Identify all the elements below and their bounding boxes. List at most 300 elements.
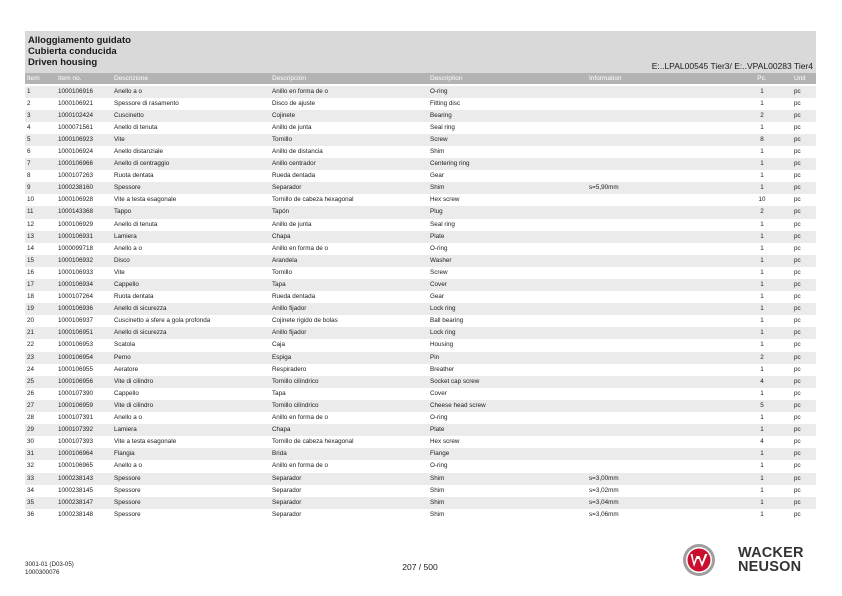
cell-unit: pc	[794, 462, 801, 470]
cell-descrizione: Anello a o	[114, 414, 143, 422]
parts-table-body	[25, 86, 816, 521]
cell-descripcion: Separador	[272, 510, 302, 518]
cell-pc: 2	[760, 353, 764, 361]
cell-pc: 1	[760, 87, 764, 95]
cell-item: 4	[27, 123, 31, 131]
model-range: E:..LPAL00545 Tier3/ E:..VPAL00283 Tier4	[651, 61, 813, 71]
cell-item: 30	[27, 438, 35, 446]
table-row	[25, 509, 816, 521]
cell-pc: 1	[760, 160, 764, 168]
cell-item: 13	[27, 232, 35, 240]
cell-unit: pc	[794, 401, 801, 409]
table-row	[25, 86, 816, 98]
cell-item: 7	[27, 160, 31, 168]
cell-item-no: 1000106955	[58, 365, 94, 373]
table-row	[25, 436, 816, 448]
table-header	[25, 73, 816, 84]
cell-description: Screw	[430, 135, 448, 143]
cell-description: Lock ring	[430, 329, 456, 337]
cell-descrizione: Cappello	[114, 281, 139, 288]
cell-descripcion: Tapa	[272, 389, 286, 397]
table-row	[25, 352, 816, 364]
cell-descrizione: Anello di tenuta	[114, 220, 158, 228]
cell-pc: 1	[760, 426, 764, 434]
cell-item-no: 1000106953	[58, 341, 94, 349]
cell-item-no: 1000102424	[58, 111, 94, 119]
cell-description: Screw	[430, 268, 448, 276]
cell-description: Plug	[430, 208, 443, 216]
cell-item: 11	[27, 208, 34, 216]
cell-descrizione: Anello distanziale	[114, 147, 164, 155]
cell-descripcion: Tornillo de cabeza hexagonal	[272, 196, 354, 204]
cell-description: O-ring	[430, 462, 448, 470]
cell-descripcion: Separador	[272, 498, 302, 506]
cell-item-no: 1000106923	[58, 135, 94, 143]
col-descrizione: Descrizione	[114, 75, 148, 82]
cell-unit: pc	[794, 426, 801, 434]
table-row	[25, 424, 816, 436]
cell-description: Ball bearing	[430, 317, 464, 325]
cell-item-no: 1000238147	[58, 498, 94, 506]
cell-description: Shim	[430, 486, 445, 494]
cell-descripcion: Separador	[272, 184, 302, 192]
cell-description: Plate	[430, 426, 445, 434]
table-row	[25, 327, 816, 339]
cell-pc: 1	[760, 389, 764, 397]
cell-item: 19	[27, 305, 35, 313]
table-row	[25, 448, 816, 460]
cell-unit: pc	[794, 341, 801, 349]
cell-unit: pc	[794, 160, 801, 168]
cell-descripcion: Anillo en forma de o	[272, 462, 329, 470]
cell-unit: pc	[794, 377, 801, 385]
brand-wordmark	[738, 546, 804, 574]
cell-descrizione: Tappo	[114, 208, 132, 216]
cell-description: Flange	[430, 450, 450, 458]
cell-unit: pc	[794, 184, 801, 192]
table-row	[25, 376, 816, 388]
cell-descrizione: Flangia	[114, 450, 135, 458]
cell-descripcion: Chapa	[272, 232, 291, 240]
table-row	[25, 412, 816, 424]
cell-item: 17	[27, 281, 35, 288]
doc-code: 3001-01 (D03-05)	[25, 561, 74, 568]
cell-description: Cheese head screw	[430, 401, 486, 409]
cell-description: Shim	[430, 498, 445, 506]
col-item-no: Item no.	[58, 75, 82, 82]
table-row	[25, 485, 816, 497]
cell-item-no: 1000106916	[58, 87, 94, 95]
cell-item-no: 1000106924	[58, 147, 94, 155]
cell-pc: 1	[760, 474, 764, 482]
brand-line-1: WACKER	[738, 545, 804, 561]
cell-item: 29	[27, 426, 35, 434]
cell-pc: 4	[760, 438, 764, 446]
cell-information: s=3,00mm	[589, 474, 619, 482]
cell-pc: 1	[760, 305, 764, 313]
cell-item-no: 1000143368	[58, 208, 94, 216]
col-information: Information	[589, 75, 622, 82]
table-row	[25, 303, 816, 315]
cell-descripcion: Cojinete rigido de bolas	[272, 317, 338, 325]
cell-item-no: 1000106929	[58, 220, 94, 228]
cell-description: Pin	[430, 353, 440, 361]
cell-item: 14	[27, 244, 35, 252]
cell-unit: pc	[794, 123, 801, 131]
cell-pc: 1	[760, 268, 764, 276]
cell-descripcion: Separador	[272, 486, 302, 494]
cell-descrizione: Perno	[114, 353, 131, 361]
cell-descrizione: Lamiera	[114, 232, 137, 240]
cell-description: Shim	[430, 147, 445, 155]
page-number: 207 / 500	[402, 562, 438, 572]
cell-unit: pc	[794, 208, 801, 216]
cell-description: Shim	[430, 474, 445, 482]
table-row	[25, 267, 816, 279]
cell-item: 16	[27, 268, 35, 276]
cell-pc: 1	[760, 462, 764, 470]
cell-descrizione: Lamiera	[114, 426, 137, 434]
cell-item: 15	[27, 256, 35, 264]
cell-descrizione: Vite di cilindro	[114, 377, 154, 385]
cell-unit: pc	[794, 305, 801, 313]
cell-item: 24	[27, 365, 35, 373]
page-header	[25, 31, 816, 73]
cell-information: s=3,02mm	[589, 486, 619, 494]
cell-pc: 1	[760, 99, 764, 107]
table-row	[25, 243, 816, 255]
cell-unit: pc	[794, 268, 801, 276]
cell-item: 8	[27, 172, 31, 180]
cell-descripcion: Anillo en forma de o	[272, 244, 329, 252]
cell-unit: pc	[794, 99, 801, 107]
cell-descrizione: Vite a testa esagonale	[114, 196, 177, 204]
cell-pc: 10	[758, 196, 766, 204]
cell-unit: pc	[794, 172, 801, 180]
cell-information: s=5,90mm	[589, 184, 619, 192]
cell-descrizione: Spessore	[114, 498, 141, 506]
cell-unit: pc	[794, 329, 801, 337]
cell-description: O-ring	[430, 87, 448, 95]
cell-item-no: 1000106921	[58, 99, 94, 107]
cell-description: Seal ring	[430, 123, 455, 131]
cell-description: Seal ring	[430, 220, 455, 228]
cell-item-no: 1000107390	[58, 389, 94, 397]
cell-descrizione: Scatola	[114, 341, 136, 349]
table-row	[25, 206, 816, 218]
cell-pc: 1	[760, 256, 764, 264]
cell-descripcion: Anillo de junta	[272, 123, 312, 131]
cell-descrizione: Vite	[114, 268, 125, 276]
cell-item-no: 1000107263	[58, 172, 94, 180]
cell-descripcion: Anillo en forma de o	[272, 414, 329, 422]
cell-unit: pc	[794, 135, 801, 143]
cell-pc: 1	[760, 450, 764, 458]
cell-item-no: 1000106956	[58, 377, 94, 385]
col-descripcion: Descripción	[272, 75, 306, 82]
cell-pc: 1	[760, 317, 764, 325]
cell-item: 9	[27, 184, 31, 192]
cell-descrizione: Anello a o	[114, 462, 143, 470]
cell-descrizione: Anello di tenuta	[114, 123, 158, 131]
cell-item-no: 1000071561	[58, 123, 94, 131]
table-row	[25, 473, 816, 485]
cell-pc: 1	[760, 510, 764, 518]
doc-number: 1000300076	[25, 568, 60, 576]
cell-pc: 5	[760, 401, 764, 409]
cell-pc: 1	[760, 341, 764, 349]
cell-unit: pc	[794, 353, 801, 361]
cell-item-no: 1000106936	[58, 305, 94, 313]
table-row	[25, 279, 816, 291]
cell-pc: 1	[760, 220, 764, 228]
cell-unit: pc	[794, 365, 801, 373]
cell-item: 5	[27, 135, 31, 143]
cell-pc: 1	[760, 232, 764, 240]
cell-unit: pc	[794, 450, 801, 458]
cell-pc: 1	[760, 281, 764, 288]
title-english: Driven housing	[28, 57, 98, 68]
table-row	[25, 497, 816, 509]
table-row	[25, 158, 816, 170]
cell-descripcion: Tornillo	[272, 135, 292, 143]
cell-item: 21	[27, 329, 35, 337]
cell-item-no: 1000107393	[58, 438, 94, 446]
cell-item-no: 1000106933	[58, 268, 94, 276]
cell-descripcion: Rueda dentada	[272, 172, 316, 180]
cell-unit: pc	[794, 87, 801, 95]
cell-descripcion: Anillo de junta	[272, 220, 312, 228]
cell-pc: 1	[760, 172, 764, 180]
cell-unit: pc	[794, 510, 801, 518]
cell-item: 20	[27, 317, 35, 325]
cell-descripcion: Tornillo	[272, 268, 292, 276]
cell-unit: pc	[794, 147, 801, 155]
cell-unit: pc	[794, 317, 801, 325]
cell-pc: 1	[760, 414, 764, 422]
cell-description: Shim	[430, 510, 445, 518]
cell-description: Cover	[430, 389, 447, 397]
cell-descripcion: Tornillo cilíndrico	[272, 401, 319, 409]
cell-descrizione: Anello di sicurezza	[114, 305, 167, 313]
cell-item: 2	[27, 99, 31, 107]
table-row	[25, 460, 816, 472]
cell-descripcion: Respiradero	[272, 365, 307, 373]
cell-descrizione: Cappello	[114, 389, 139, 397]
table-row	[25, 315, 816, 327]
cell-item: 32	[27, 462, 35, 470]
cell-item: 31	[27, 450, 35, 458]
cell-item-no: 1000238160	[58, 184, 94, 192]
cell-descrizione: Cuscinetto a sfere a gola profonda	[114, 317, 211, 325]
cell-descripcion: Rueda dentada	[272, 293, 316, 301]
cell-description: Hex screw	[430, 196, 460, 204]
cell-item-no: 1000107392	[58, 426, 94, 434]
cell-description: Gear	[430, 293, 444, 301]
cell-descrizione: Ruota dentata	[114, 172, 154, 180]
table-row	[25, 182, 816, 194]
cell-descrizione: Cuscinetto	[114, 111, 144, 119]
cell-descrizione: Spessore	[114, 486, 141, 494]
cell-descrizione: Vite a testa esagonale	[114, 438, 177, 446]
cell-descrizione: Spessore	[114, 510, 141, 518]
table-row	[25, 364, 816, 376]
cell-item-no: 1000238145	[58, 486, 94, 494]
cell-item-no: 1000106951	[58, 329, 94, 337]
cell-description: Gear	[430, 172, 444, 180]
cell-pc: 1	[760, 486, 764, 494]
cell-descripcion: Arandela	[272, 256, 298, 264]
cell-unit: pc	[794, 486, 801, 494]
title-italian: Alloggiamento guidato	[28, 35, 131, 46]
cell-pc: 2	[760, 111, 764, 119]
cell-description: Plate	[430, 232, 445, 240]
cell-descrizione: Disco	[114, 256, 130, 264]
cell-descrizione: Anello a o	[114, 244, 143, 252]
table-row	[25, 231, 816, 243]
cell-descripcion: Separador	[272, 474, 302, 482]
cell-information: s=3,04mm	[589, 498, 619, 506]
cell-pc: 1	[760, 184, 764, 192]
cell-description: Breather	[430, 365, 455, 373]
cell-pc: 4	[760, 377, 764, 385]
cell-item: 35	[27, 498, 35, 506]
cell-description: O-ring	[430, 414, 448, 422]
cell-pc: 1	[760, 498, 764, 506]
cell-descripcion: Anillo fijador	[272, 305, 307, 313]
cell-unit: pc	[794, 498, 801, 506]
cell-item: 6	[27, 147, 31, 155]
cell-item: 28	[27, 414, 35, 422]
cell-item-no: 1000106937	[58, 317, 94, 325]
cell-item: 18	[27, 293, 35, 301]
cell-descripcion: Brida	[272, 450, 287, 458]
cell-descripcion: Anillo fijador	[272, 329, 307, 337]
cell-descrizione: Spessore di rasamento	[114, 99, 179, 107]
cell-unit: pc	[794, 111, 801, 119]
cell-item: 26	[27, 389, 35, 397]
table-row	[25, 134, 816, 146]
cell-item: 25	[27, 377, 35, 385]
cell-descripcion: Tapón	[272, 208, 290, 216]
cell-item-no: 1000106931	[58, 232, 94, 240]
cell-unit: pc	[794, 232, 801, 240]
cell-descrizione: Anello di centraggio	[114, 160, 170, 168]
cell-description: Lock ring	[430, 305, 456, 313]
cell-descripcion: Tornillo cilíndrico	[272, 377, 319, 385]
table-row	[25, 255, 816, 267]
cell-descripcion: Anillo de distancia	[272, 147, 323, 155]
cell-item-no: 1000106954	[58, 353, 94, 361]
cell-description: Hex screw	[430, 438, 460, 446]
cell-unit: pc	[794, 293, 801, 301]
document-codes	[25, 561, 74, 576]
cell-item-no: 1000107264	[58, 293, 94, 301]
cell-unit: pc	[794, 414, 801, 422]
table-row	[25, 219, 816, 231]
cell-description: Fitting disc	[430, 99, 461, 107]
cell-descripcion: Disco de ajuste	[272, 99, 316, 107]
cell-description: Bearing	[430, 111, 452, 119]
brand-line-2: NEUSON	[738, 559, 802, 575]
cell-item: 3	[27, 111, 31, 119]
table-row	[25, 146, 816, 158]
cell-item-no: 1000106964	[58, 450, 94, 458]
cell-descrizione: Anello di sicurezza	[114, 329, 167, 337]
cell-description: O-ring	[430, 244, 448, 252]
cell-pc: 1	[760, 293, 764, 301]
cell-descripcion: Cojinete	[272, 111, 296, 119]
cell-item-no: 1000106928	[58, 196, 94, 204]
cell-item: 10	[27, 196, 35, 204]
cell-descrizione: Vite di cilindro	[114, 401, 154, 409]
cell-descrizione: Ruota dentata	[114, 293, 154, 301]
cell-item-no: 1000106934	[58, 281, 94, 288]
cell-pc: 1	[760, 147, 764, 155]
col-description: Description	[430, 75, 463, 82]
cell-item-no: 1000106965	[58, 462, 94, 470]
cell-item-no: 1000106966	[58, 160, 94, 168]
table-row	[25, 194, 816, 206]
cell-descripcion: Espiga	[272, 353, 292, 361]
wacker-neuson-logo-icon	[682, 543, 716, 577]
cell-item-no: 1000238148	[58, 510, 94, 518]
cell-description: Socket cap screw	[430, 377, 480, 385]
cell-descripcion: Caja	[272, 341, 285, 349]
cell-unit: pc	[794, 256, 801, 264]
table-row	[25, 122, 816, 134]
title-spanish: Cubierta conducida	[28, 46, 117, 57]
cell-information: s=3,06mm	[589, 510, 619, 518]
cell-descripcion: Tornillo de cabeza hexagonal	[272, 438, 354, 446]
cell-item: 23	[27, 353, 35, 361]
table-row	[25, 388, 816, 400]
cell-descripcion: Anillo centrador	[272, 160, 316, 168]
table-row	[25, 291, 816, 303]
cell-item-no: 1000099718	[58, 244, 94, 252]
cell-item-no: 1000107391	[58, 414, 94, 422]
cell-pc: 1	[760, 244, 764, 252]
cell-descripcion: Tapa	[272, 281, 286, 288]
cell-descrizione: Spessore	[114, 184, 141, 192]
table-row	[25, 110, 816, 122]
cell-item: 36	[27, 510, 35, 518]
cell-description: Washer	[430, 256, 452, 264]
col-item: Item	[27, 75, 40, 82]
cell-item: 22	[27, 341, 35, 349]
cell-unit: pc	[794, 281, 801, 288]
cell-unit: pc	[794, 438, 801, 446]
table-row	[25, 400, 816, 412]
table-row	[25, 339, 816, 351]
cell-description: Centering ring	[430, 160, 470, 168]
table-row	[25, 98, 816, 110]
cell-item-no: 1000106959	[58, 401, 94, 409]
cell-unit: pc	[794, 389, 801, 397]
cell-pc: 1	[760, 329, 764, 337]
cell-unit: pc	[794, 220, 801, 228]
cell-item: 1	[27, 87, 31, 95]
cell-unit: pc	[794, 474, 801, 482]
cell-item: 27	[27, 401, 35, 409]
cell-unit: pc	[794, 244, 801, 252]
cell-description: Shim	[430, 184, 445, 192]
cell-descrizione: Anello a o	[114, 87, 143, 95]
cell-item-no: 1000106932	[58, 256, 94, 264]
cell-descripcion: Chapa	[272, 426, 291, 434]
cell-pc: 8	[760, 135, 764, 143]
col-pc: Pc.	[757, 75, 767, 82]
